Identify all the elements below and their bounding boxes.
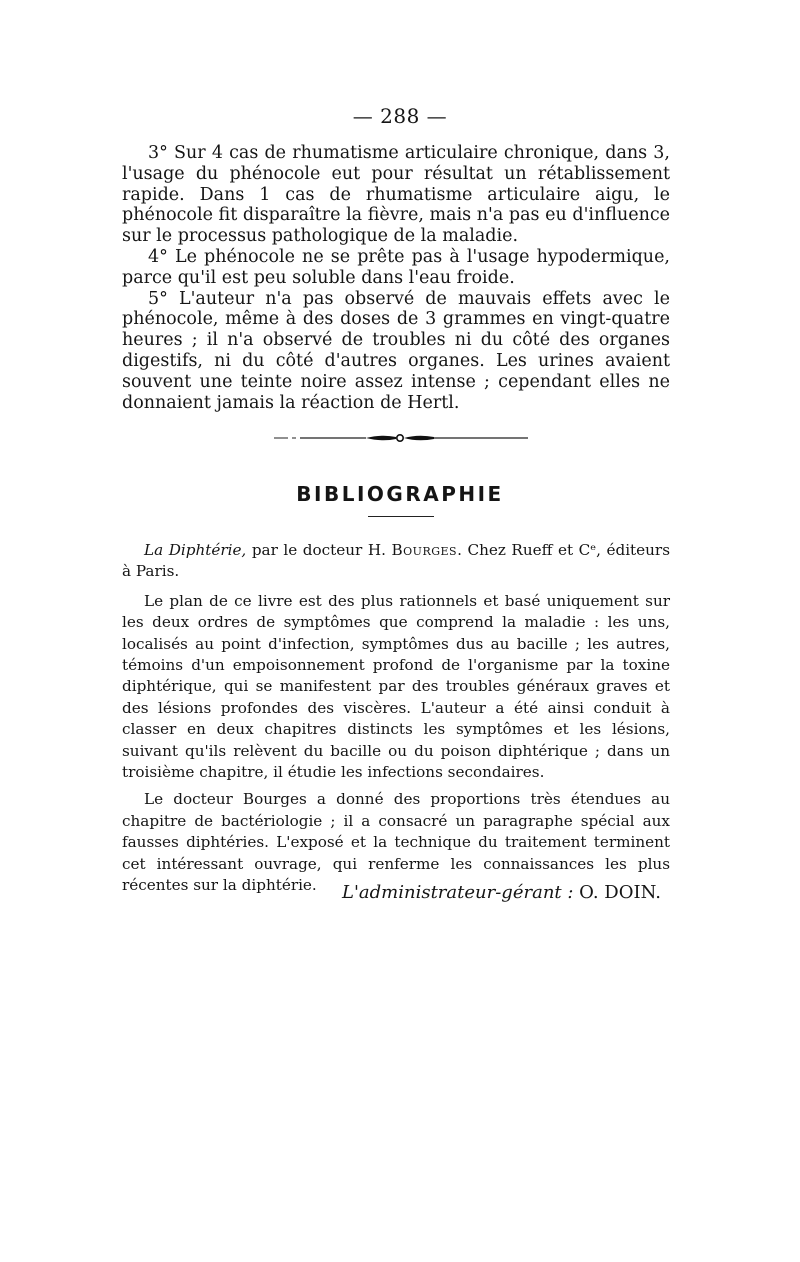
article-continuation — [122, 143, 670, 413]
book-reference — [122, 540, 670, 583]
review-paragraph-2: Le docteur Bourges a donné des proportions très étendues au chapitre de bactériologie ; il a consacré un paragraphe spécial aux fausses diphtéries. L'exposé et la technique du traitement terminent cet intéressant ouvrage, qui renferme les connaissances les plus récentes sur la diphtérie. — [122, 790, 670, 895]
review-paragraph-1: Le plan de ce livre est des plus rationnels et basé uniquement sur les deux ordres de symptômes que comprend la maladie : les uns, localisés au point d'infection, symptômes dus au bacille ; les autres, témoins d'un empoisonnement profond de l'organisme par la toxine diphtérique, qui se manifestent par des troubles généraux graves et des lésions profondes des viscères. L'auteur a été ainsi conduit à classer en deux chapitres distincts les symptômes et les lésions, suivant qu'ils relèvent du bacille ou du poison diphtérique ; dans un troisième chapitre, il étudie les infections secondaires. — [122, 591, 670, 782]
paragraph-3: 3° Sur 4 cas de rhumatisme articulaire chronique, dans 3, l'usage du phénocole eut pour résultat un rétablissement rapide. Dans 1 cas de rhumatisme articulaire aigu, le phénocole fit disparaître la fièvre, mais n'a pas eu d'influence sur le processus pathologique de la maladie. — [122, 143, 670, 247]
publisher: . Chez Rueff et Cᵉ, éditeurs à Paris. — [122, 541, 670, 581]
reference-by: par le docteur H. — [246, 541, 392, 559]
page-number: — 288 — — [352, 104, 448, 128]
bibliography-section — [122, 540, 670, 903]
book-title: La Diphtérie, — [144, 541, 247, 559]
paragraph-5: 5° L'auteur n'a pas observé de mauvais effets avec le phénocole, même à des doses de 3 grammes en vingt-quatre heures ; il n'a observé de troubles ni du côté des organes digestifs, ni du côté d'autres organes. Les urines avaient souvent une teinte noire assez intense ; cependant elles ne donnaient jamais la réaction de Hertl. — [122, 288, 670, 413]
section-heading: BIBLIOGRAPHIE — [296, 482, 504, 506]
ornamental-divider — [270, 431, 530, 445]
heading-rule — [368, 516, 434, 517]
signature-label: L'administrateur-gérant : — [342, 882, 574, 903]
signature-line — [342, 882, 661, 903]
paragraph-4: 4° Le phénocole ne se prête pas à l'usage hypodermique, parce qu'il est peu soluble dans l'eau froide. — [122, 246, 670, 288]
signature-name: O. DOIN. — [573, 882, 661, 903]
author-name: Bourges — [391, 541, 458, 559]
